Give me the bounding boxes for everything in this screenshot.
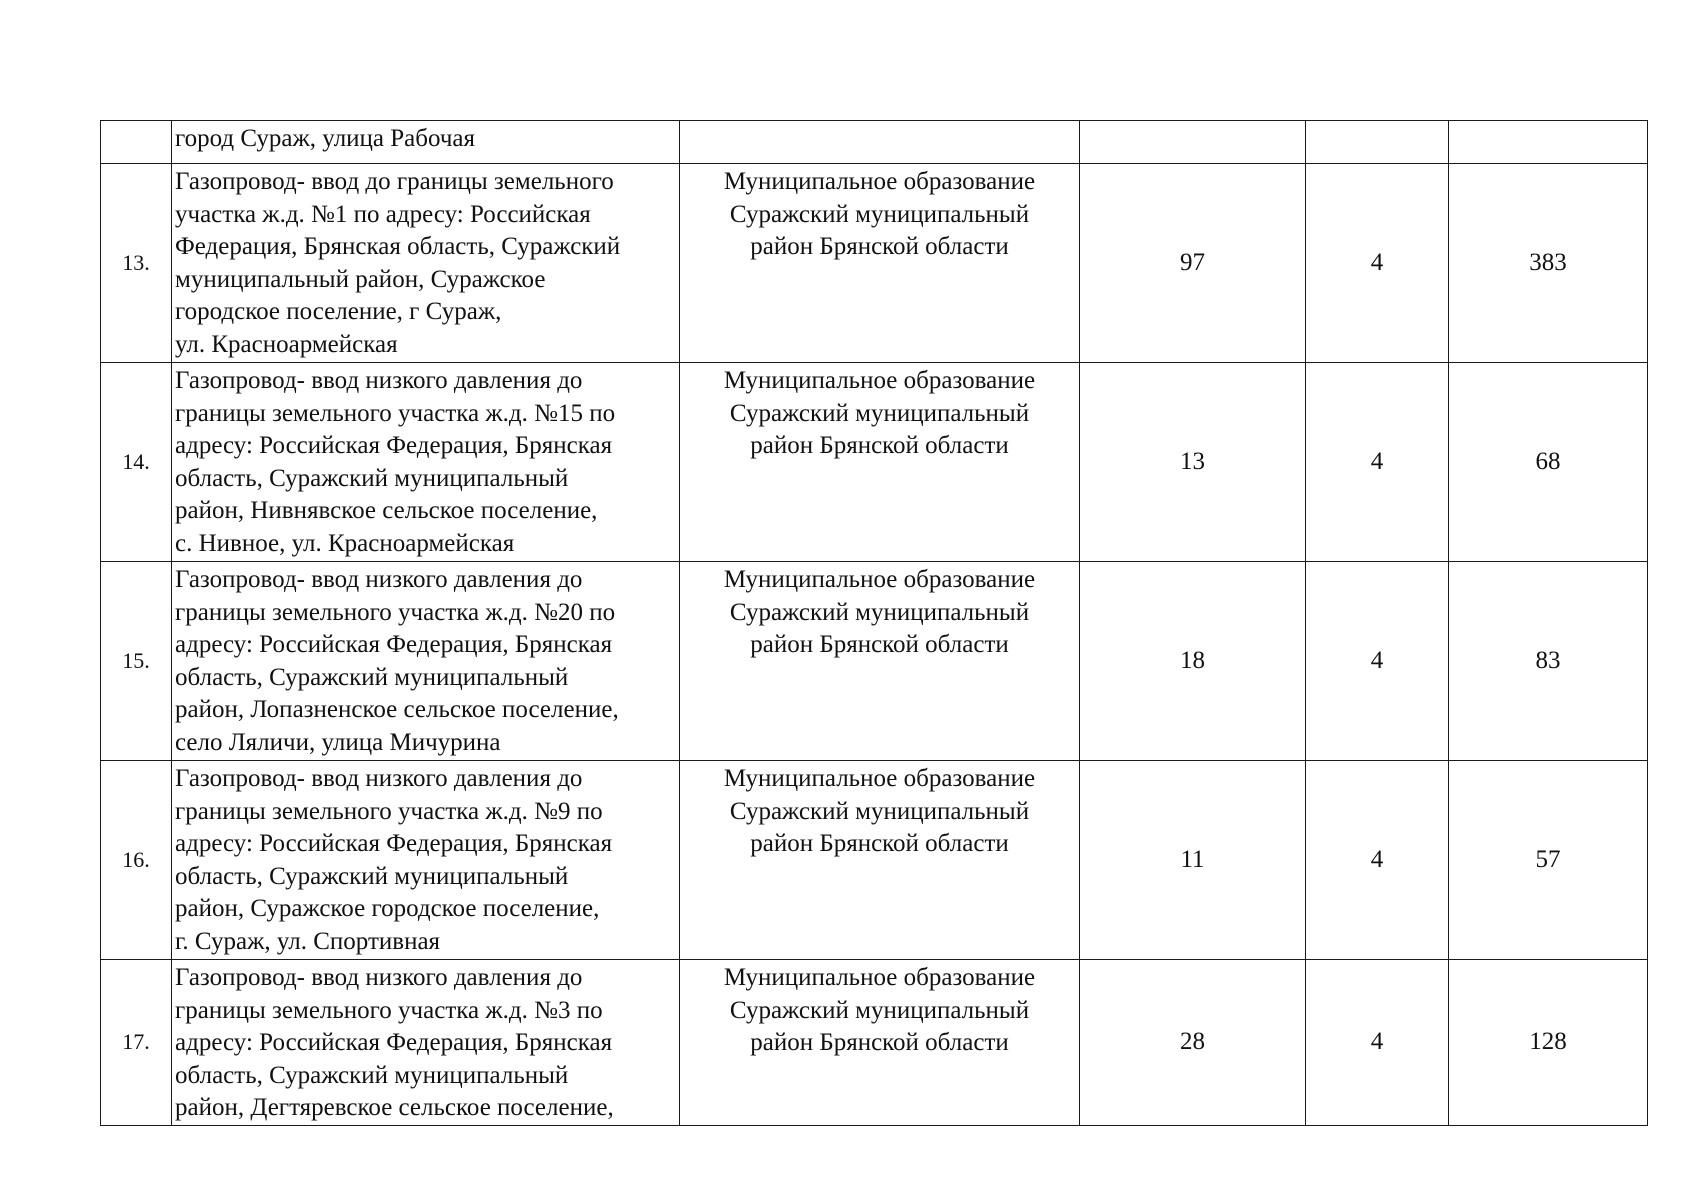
diameter-cell: 4 (1306, 363, 1449, 562)
row-number: 15. (101, 562, 172, 761)
owner-cell: Муниципальное образование Суражский муниципальный район Брянской области (680, 363, 1080, 562)
diameter-cell: 4 (1306, 960, 1449, 1126)
area-cell: 57 (1449, 761, 1648, 960)
length-cell: 11 (1080, 761, 1306, 960)
row-number: 16. (101, 761, 172, 960)
diameter-cell: 4 (1306, 164, 1449, 363)
document-table-container (100, 120, 1647, 1126)
table-row (101, 363, 1648, 562)
length-cell: 13 (1080, 363, 1306, 562)
area-cell: 128 (1449, 960, 1648, 1126)
object-name-cell: Газопровод- ввод низкого давления до границы земельного участка ж.д. №15 по адресу: Российская Федерация, Брянская область, Суражский муниципальный район, Нивнявское сельское поселение, с. Нивное, ул. Красноармейская (172, 363, 680, 562)
diameter-cell (1306, 121, 1449, 164)
length-cell: 28 (1080, 960, 1306, 1126)
row-number: 14. (101, 363, 172, 562)
diameter-cell: 4 (1306, 562, 1449, 761)
object-name-cell: Газопровод- ввод низкого давления до границы земельного участка ж.д. №20 по адресу: Российская Федерация, Брянская область, Суражский муниципальный район, Лопазненское сельское поселение, село Ляличи, улица Мичурина (172, 562, 680, 761)
area-cell: 383 (1449, 164, 1648, 363)
owner-cell (680, 121, 1080, 164)
object-name-cell: Газопровод- ввод до границы земельного участка ж.д. №1 по адресу: Российская Федерация, Брянская область, Суражский муниципальный район, Суражское городское поселение, г Сураж, ул. Красноармейская (172, 164, 680, 363)
object-name-cell: Газопровод- ввод низкого давления до границы земельного участка ж.д. №3 по адресу: Российская Федерация, Брянская область, Суражский муниципальный район, Дегтяревское сельское поселение, (172, 960, 680, 1126)
row-number (101, 121, 172, 164)
length-cell: 18 (1080, 562, 1306, 761)
table-row (101, 164, 1648, 363)
object-name-cell: Газопровод- ввод низкого давления до границы земельного участка ж.д. №9 по адресу: Российская Федерация, Брянская область, Суражский муниципальный район, Суражское городское поселение, г. Сураж, ул. Спортивная (172, 761, 680, 960)
length-cell: 97 (1080, 164, 1306, 363)
owner-cell: Муниципальное образование Суражский муниципальный район Брянской области (680, 164, 1080, 363)
length-cell (1080, 121, 1306, 164)
area-cell: 68 (1449, 363, 1648, 562)
gas-pipeline-table (100, 120, 1648, 1126)
object-name-cell: город Сураж, улица Рабочая (172, 121, 680, 164)
owner-cell: Муниципальное образование Суражский муниципальный район Брянской области (680, 562, 1080, 761)
row-number: 17. (101, 960, 172, 1126)
table-row (101, 121, 1648, 164)
area-cell: 83 (1449, 562, 1648, 761)
owner-cell: Муниципальное образование Суражский муниципальный район Брянской области (680, 761, 1080, 960)
owner-cell: Муниципальное образование Суражский муниципальный район Брянской области (680, 960, 1080, 1126)
area-cell (1449, 121, 1648, 164)
row-number: 13. (101, 164, 172, 363)
table-row (101, 960, 1648, 1126)
table-row (101, 761, 1648, 960)
diameter-cell: 4 (1306, 761, 1449, 960)
table-row (101, 562, 1648, 761)
